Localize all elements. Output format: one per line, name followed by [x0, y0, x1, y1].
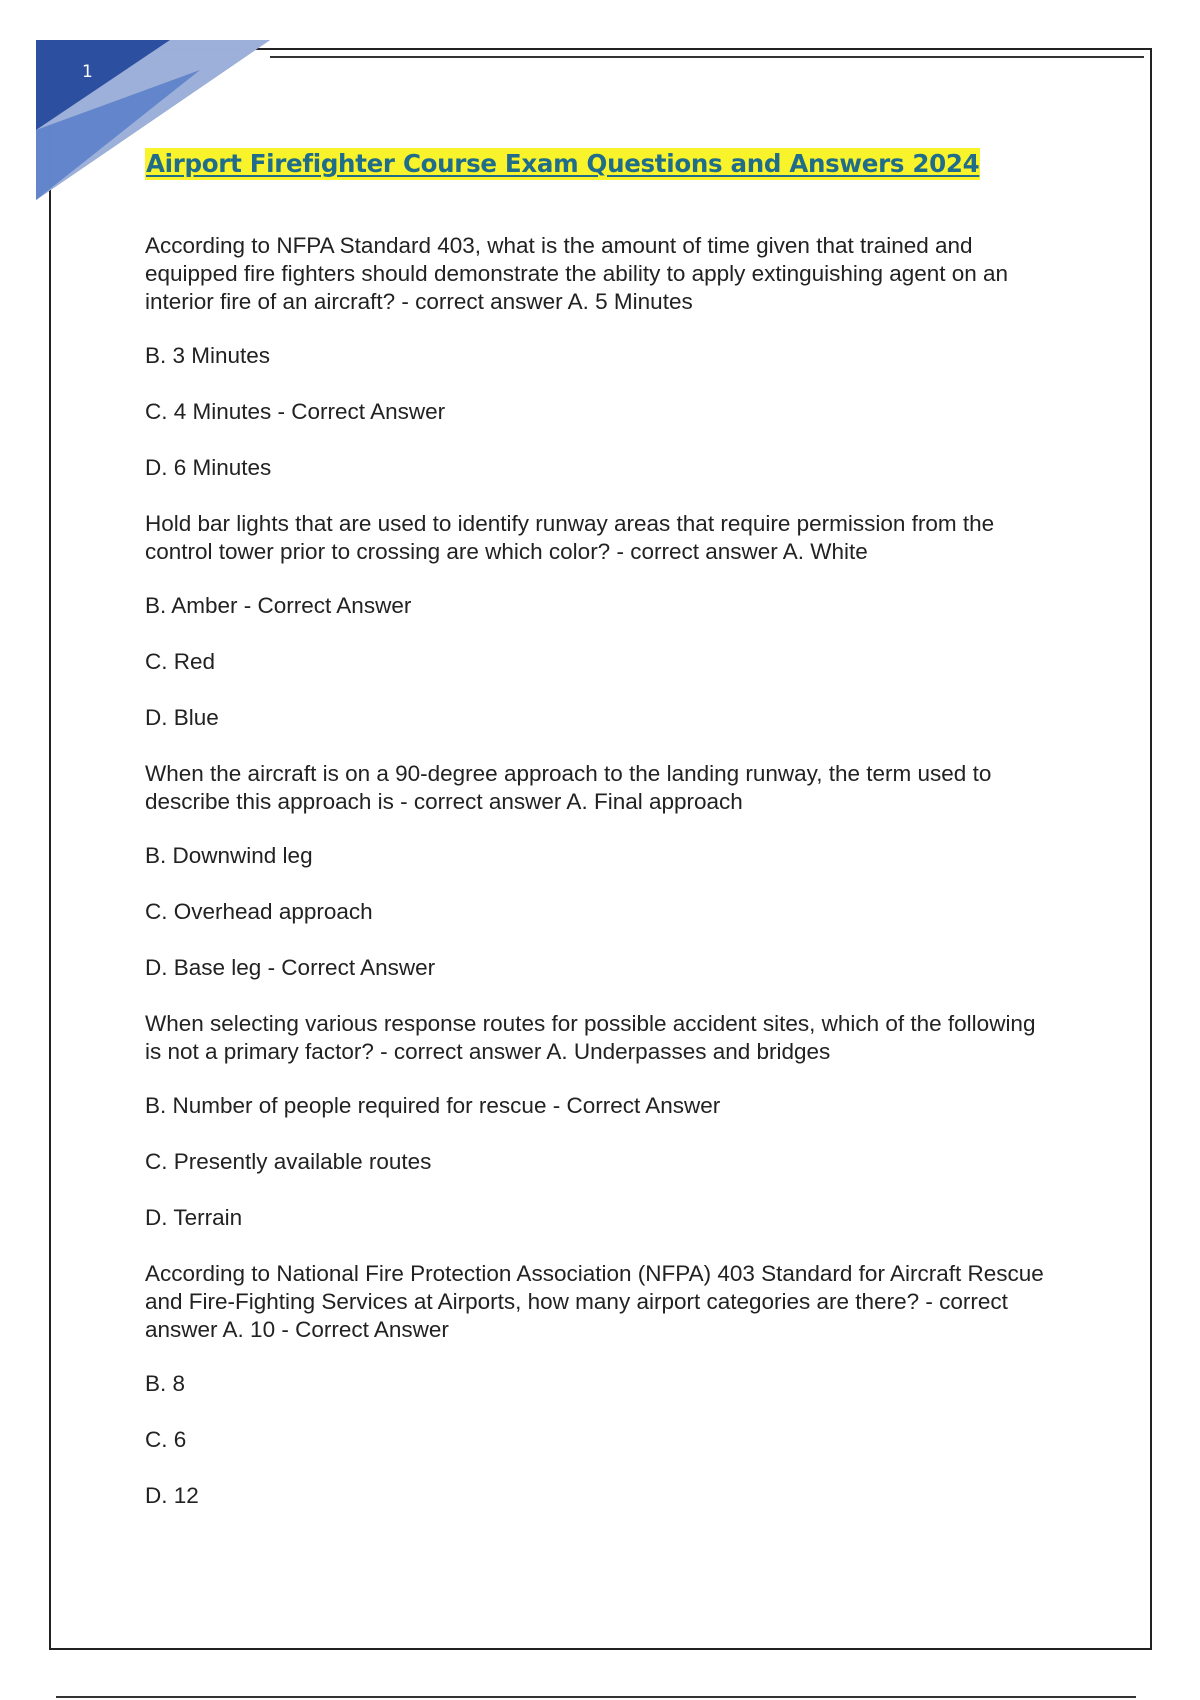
- answer-option: B. 8: [145, 1371, 186, 1396]
- footer-rule: [56, 1696, 1136, 1698]
- answer-option: B. Number of people required for rescue - Correct Answer: [145, 1093, 721, 1118]
- header-rule: [270, 56, 1144, 58]
- question-block: [145, 760, 1045, 982]
- answer-option: C. 4 Minutes - Correct Answer: [145, 399, 446, 424]
- question-block: [145, 510, 1045, 732]
- answer-option: D. 12: [145, 1483, 199, 1508]
- question-list: [145, 232, 1045, 1538]
- answer-option: D. Base leg - Correct Answer: [145, 955, 436, 980]
- answer-option: C. Presently available routes: [145, 1149, 432, 1174]
- page-number: 1: [82, 62, 93, 82]
- question-block: [145, 232, 1045, 482]
- answer-option: C. 6: [145, 1427, 187, 1452]
- question-text: When the aircraft is on a 90-degree approach to the landing runway, the term used to describe this approach is - correct answer A. Final approach: [145, 761, 992, 814]
- answer-option: B. Downwind leg: [145, 843, 313, 868]
- answer-option: D. Blue: [145, 705, 219, 730]
- answer-option: C. Red: [145, 649, 216, 674]
- question-text: According to National Fire Protection Association (NFPA) 403 Standard for Aircraft Rescue and Fire-Fighting Services at Airports, how many airport categories are there? - correct answer A. 10 - Correct Answer: [145, 1261, 1044, 1342]
- answer-option: B. 3 Minutes: [145, 343, 271, 368]
- answer-option: D. 6 Minutes: [145, 455, 272, 480]
- answer-option: D. Terrain: [145, 1205, 243, 1230]
- document-title: Airport Firefighter Course Exam Questions and Answers 2024: [145, 148, 980, 180]
- answer-option: B. Amber - Correct Answer: [145, 593, 412, 618]
- question-block: [145, 1010, 1045, 1232]
- question-block: [145, 1260, 1045, 1510]
- question-text: When selecting various response routes for possible accident sites, which of the following is not a primary factor? - correct answer A. Underpasses and bridges: [145, 1011, 1036, 1064]
- question-text: Hold bar lights that are used to identify runway areas that require permission from the control tower prior to crossing are which color? - correct answer A. White: [145, 511, 995, 564]
- question-text: According to NFPA Standard 403, what is the amount of time given that trained and equipped fire fighters should demonstrate the ability to apply extinguishing agent on an interior fire of an aircraft? - correct answer A. 5 Minutes: [145, 233, 1009, 314]
- answer-option: C. Overhead approach: [145, 899, 373, 924]
